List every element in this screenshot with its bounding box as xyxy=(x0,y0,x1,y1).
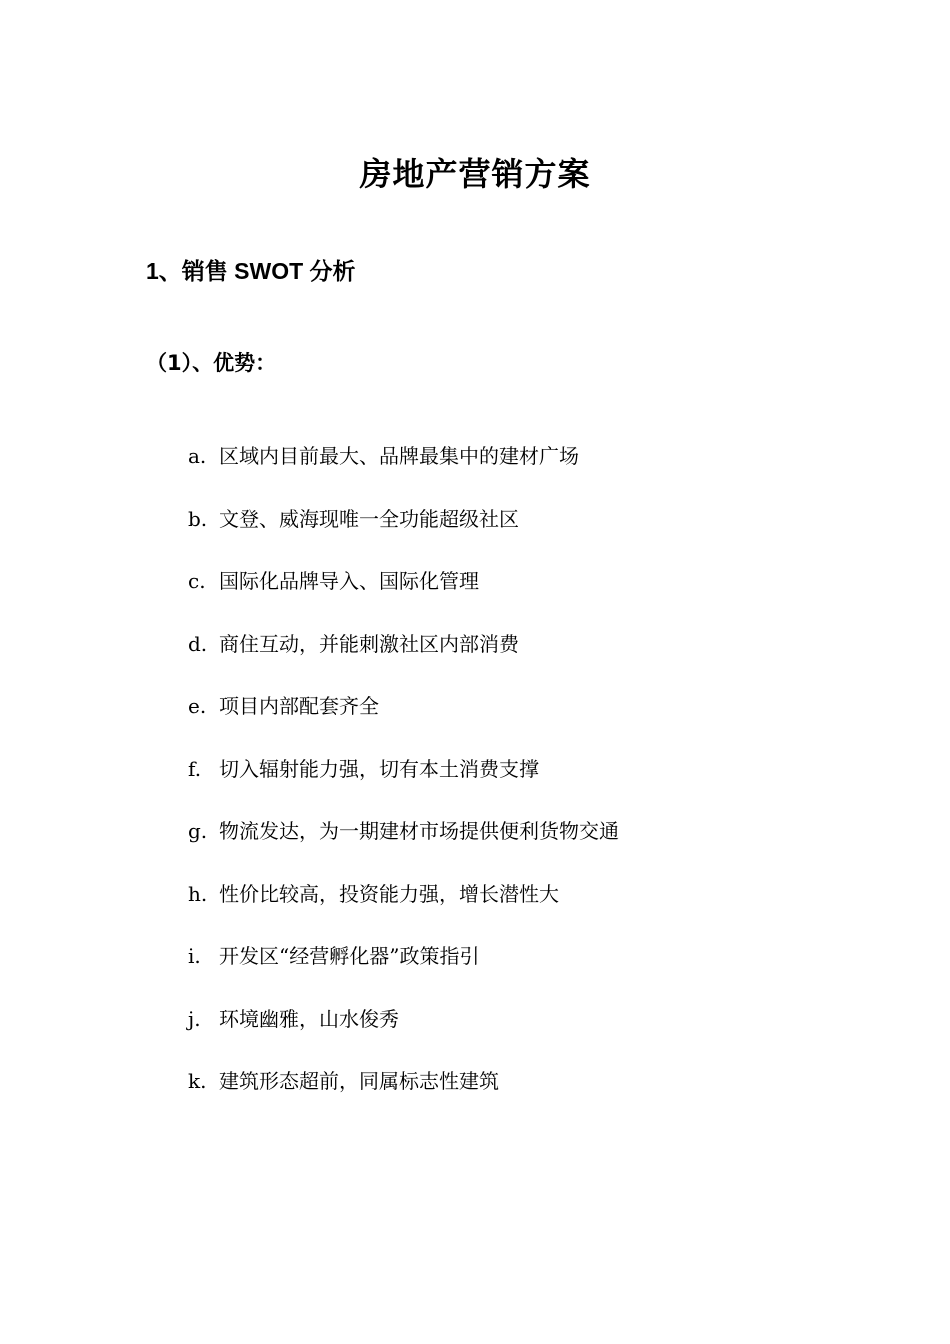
list-item-marker: a. xyxy=(188,444,207,468)
list-item xyxy=(188,751,619,814)
list-item xyxy=(188,813,619,876)
list-item-text: 项目内部配套齐全 xyxy=(219,694,379,718)
list-item-marker: g. xyxy=(188,819,208,843)
list-item-marker: f. xyxy=(188,756,202,781)
list-item-text: 商住互动，并能刺激社区内部消费 xyxy=(219,631,519,656)
advantages-list xyxy=(188,438,619,1126)
list-item-marker: e. xyxy=(188,694,207,718)
document-title: 房地产营销方案 xyxy=(359,155,591,193)
list-item-text: 文登、威海现唯一全功能超级社区 xyxy=(219,506,519,531)
list-item-text: 区域内目前最大、品牌最集中的建材广场 xyxy=(219,444,579,468)
sub-heading-advantages: （1）、优势： xyxy=(146,351,277,375)
list-item xyxy=(188,501,619,564)
list-item-text: 国际化品牌导入、国际化管理 xyxy=(219,569,479,593)
list-item xyxy=(188,938,619,1001)
list-item-marker: c. xyxy=(188,569,206,593)
list-item-marker: j. xyxy=(188,1006,201,1031)
list-item-text: 环境幽雅，山水俊秀 xyxy=(219,1006,399,1031)
list-item-marker: h. xyxy=(188,881,208,906)
list-item-text: 性价比较高，投资能力强，增长潜性大 xyxy=(219,881,559,906)
list-item-text: 切入辐射能力强，切有本土消费支撑 xyxy=(219,756,539,781)
list-item xyxy=(188,438,619,501)
list-item xyxy=(188,688,619,751)
list-item xyxy=(188,1063,619,1126)
list-item xyxy=(188,1001,619,1064)
list-item xyxy=(188,563,619,626)
list-item xyxy=(188,626,619,689)
list-item-marker: d. xyxy=(188,631,208,656)
list-item-marker: b. xyxy=(188,506,208,531)
list-item-text: 建筑形态超前，同属标志性建筑 xyxy=(219,1069,499,1093)
list-item-marker: i. xyxy=(188,944,201,968)
list-item-text: 物流发达，为一期建材市场提供便利货物交通 xyxy=(219,819,619,843)
list-item-marker: k. xyxy=(188,1069,207,1093)
section-heading-swot: 1、销售 SWOT 分析 xyxy=(146,258,356,284)
list-item xyxy=(188,876,619,939)
list-item-text: 开发区“经营孵化器”政策指引 xyxy=(219,944,480,968)
